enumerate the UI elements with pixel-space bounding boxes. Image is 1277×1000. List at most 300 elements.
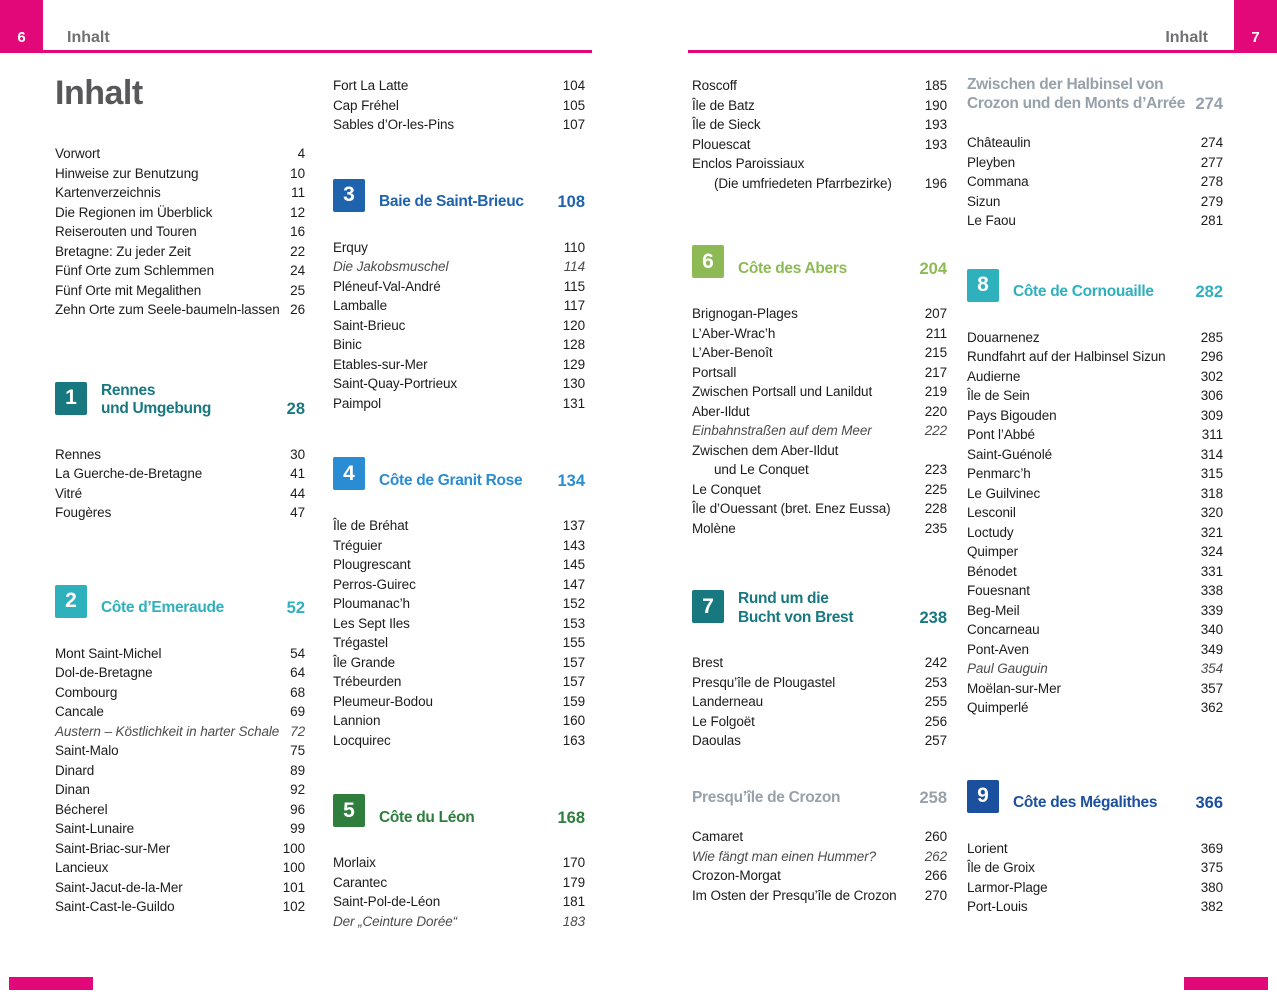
- toc-entry-page: 320: [1200, 505, 1223, 520]
- toc-list: [967, 133, 1223, 231]
- toc-entry-page: 262: [924, 848, 947, 864]
- toc-entry-page: 285: [1200, 329, 1223, 345]
- section-page: 108: [557, 193, 585, 211]
- toc-entry-label: Locquirec: [333, 732, 391, 748]
- toc-list: [333, 76, 585, 135]
- running-head-left: Inhalt: [67, 29, 110, 46]
- toc-entry: [692, 96, 947, 116]
- section-title-wrap: [1013, 780, 1223, 813]
- toc-entry: [333, 873, 585, 893]
- section-header: [333, 179, 585, 212]
- toc-entry: [55, 702, 305, 722]
- page-number-tab-right: [1234, 0, 1277, 53]
- toc-entry: [692, 441, 947, 461]
- toc-entry-page: 362: [1200, 700, 1223, 715]
- toc-entry-page: 217: [924, 364, 947, 380]
- toc-entry-page: 107: [562, 117, 585, 132]
- toc-entry-page: 193: [924, 117, 947, 132]
- toc-entry-label: Saint-Malo: [55, 743, 119, 758]
- toc-entry-label: Saint-Jacut-de-la-Mer: [55, 879, 183, 895]
- toc-entry: [55, 683, 305, 703]
- toc-entry-label: Saint-Brieuc: [333, 317, 406, 333]
- toc-entry: [692, 499, 947, 519]
- toc-entry: [967, 386, 1223, 406]
- toc-entry-label: Lorient: [967, 840, 1008, 856]
- toc-entry-label: Fort La Latte: [333, 78, 409, 93]
- toc-entry-label: Bretagne: Zu jeder Zeit: [55, 243, 191, 259]
- toc-entry-page: 68: [290, 684, 305, 700]
- toc-entry-page: 222: [924, 423, 947, 438]
- toc-entry-page: 100: [282, 840, 305, 856]
- toc-entry-page: 22: [290, 243, 305, 259]
- toc-entry: [333, 76, 585, 96]
- subsection-header: [692, 789, 947, 808]
- toc-entry-label: Sizun: [967, 193, 1001, 209]
- toc-entry-page: 340: [1200, 622, 1223, 637]
- toc-entry-page: 302: [1200, 368, 1223, 384]
- toc-entry-page: 16: [290, 224, 305, 239]
- section-header: [333, 457, 585, 490]
- toc-entry-page: 369: [1200, 840, 1223, 856]
- section-title: [379, 472, 522, 491]
- section-page: 258: [919, 788, 947, 807]
- toc-entry: [333, 296, 585, 316]
- toc-entry-page: 147: [562, 576, 585, 592]
- toc-entry-label: Cancale: [55, 704, 104, 719]
- section-title: [1013, 283, 1154, 302]
- toc-entry-page: 145: [562, 557, 585, 572]
- toc-entry-page: 115: [563, 278, 585, 294]
- toc-entry-label: Fouesnant: [967, 583, 1030, 598]
- toc-entry-page: 278: [1200, 174, 1223, 189]
- toc-entry-label: Pont-Aven: [967, 641, 1029, 657]
- toc-entry-label: Trébeurden: [333, 674, 402, 689]
- toc-entry: [967, 484, 1223, 504]
- section-page: 274: [1195, 94, 1223, 113]
- toc-entry-label: Cap Fréhel: [333, 97, 399, 113]
- toc-entry: [55, 722, 305, 742]
- toc-entry-label: Camaret: [692, 829, 744, 844]
- toc-entry-page: 72: [290, 723, 305, 739]
- toc-entry: [692, 460, 947, 480]
- toc-list: [55, 445, 305, 523]
- toc-column-4: [967, 76, 1223, 917]
- section-title: [101, 599, 224, 618]
- section-page: 238: [919, 608, 947, 627]
- toc-entry-page: 207: [924, 306, 947, 321]
- toc-entry-page: 257: [924, 733, 947, 748]
- section-title: [1013, 794, 1157, 813]
- toc-entry: [692, 421, 947, 441]
- toc-entry-label: Commana: [967, 174, 1029, 189]
- section-number-badge: 9: [967, 780, 999, 813]
- toc-entry: [55, 242, 305, 262]
- toc-entry: [55, 203, 305, 223]
- toc-entry: [692, 174, 947, 194]
- toc-entry-label: Penmarc’h: [967, 466, 1031, 481]
- page-number-right: 7: [1251, 29, 1260, 46]
- toc-entry: [967, 192, 1223, 212]
- toc-entry: [967, 133, 1223, 153]
- toc-entry-label: Saint-Guénolé: [967, 446, 1053, 462]
- toc-entry-page: 160: [562, 713, 585, 728]
- toc-entry-page: 279: [1200, 193, 1223, 209]
- toc-entry-label: Les Sept Iles: [333, 615, 410, 631]
- toc-entry-label: Saint-Quay-Portrieux: [333, 376, 458, 391]
- toc-entry-label: Larmor-Plage: [967, 879, 1048, 895]
- toc-list: [692, 76, 947, 193]
- toc-list: [333, 238, 585, 414]
- toc-entry-label: Saint-Cast-le-Guildo: [55, 899, 175, 914]
- toc-entry-page: 220: [924, 403, 947, 419]
- section-page: 204: [919, 259, 947, 278]
- toc-entry-page: 349: [1200, 641, 1223, 657]
- toc-entry-label: Aber-Ildut: [692, 403, 750, 419]
- section-title-line: Côte du Léon: [379, 808, 475, 826]
- toc-entry-page: 314: [1200, 446, 1223, 462]
- section-title-wrap: [967, 76, 1223, 113]
- toc-entry: [55, 484, 305, 504]
- toc-entry-page: 89: [290, 762, 305, 778]
- toc-entry-label: Zehn Orte zum Seele-baumeln-lassen: [55, 302, 280, 317]
- toc-entry-label: Carantec: [333, 874, 387, 890]
- section-title-wrap: [738, 590, 947, 627]
- section-number-badge: 7: [692, 590, 724, 623]
- toc-entry-label: Lancieux: [55, 860, 109, 875]
- toc-entry-page: 354: [1200, 661, 1223, 676]
- section-title-line: Rennes: [101, 381, 156, 399]
- toc-entry-page: 104: [562, 78, 585, 93]
- toc-entry: [967, 601, 1223, 621]
- toc-entry-page: 225: [924, 481, 947, 497]
- toc-list: [692, 304, 947, 538]
- toc-entry: [333, 892, 585, 912]
- page-number-left: 6: [17, 29, 26, 46]
- toc-entry: [333, 912, 585, 932]
- toc-entry: [967, 640, 1223, 660]
- section-page: 282: [1195, 283, 1223, 301]
- toc-entry-page: 102: [282, 899, 305, 914]
- toc-entry-page: 129: [562, 356, 585, 372]
- toc-entry-label: Châteaulin: [967, 135, 1031, 150]
- section-header: [55, 585, 305, 618]
- toc-entry-page: 190: [924, 97, 947, 113]
- toc-entry-label: Tréguier: [333, 537, 382, 553]
- toc-entry: [692, 324, 947, 344]
- toc-entry-label: Einbahnstraßen auf dem Meer: [692, 423, 872, 438]
- section-title-wrap: [101, 585, 305, 618]
- section-title-line: Côte d’Emeraude: [101, 599, 224, 616]
- toc-entry-page: 157: [562, 674, 585, 689]
- toc-entry-page: 117: [563, 298, 585, 313]
- footer-bar-left: [9, 977, 93, 990]
- toc-entry: [55, 897, 305, 917]
- toc-entry-label: Pont l’Abbé: [967, 427, 1035, 442]
- toc-entry: [55, 164, 305, 184]
- toc-list: [55, 644, 305, 917]
- toc-entry-page: 296: [1200, 349, 1223, 364]
- toc-entry: [333, 853, 585, 873]
- toc-entry-page: 255: [924, 694, 947, 709]
- section-title: [738, 260, 847, 279]
- toc-entry: [692, 363, 947, 383]
- toc-entry: [967, 211, 1223, 231]
- section-page: 168: [557, 808, 585, 827]
- toc-entry-page: 100: [282, 860, 305, 875]
- toc-entry-page: 143: [562, 537, 585, 553]
- toc-entry: [967, 562, 1223, 582]
- section-title: [101, 382, 211, 419]
- toc-entry: [333, 277, 585, 297]
- toc-entry: [967, 698, 1223, 718]
- toc-entry: [692, 731, 947, 751]
- toc-entry: [692, 480, 947, 500]
- toc-entry-page: 256: [924, 713, 947, 729]
- toc-entry-page: 338: [1200, 583, 1223, 598]
- toc-entry-page: 315: [1200, 466, 1223, 481]
- toc-entry-page: 131: [562, 395, 585, 411]
- toc-entry: [55, 300, 305, 320]
- toc-entry: [692, 653, 947, 673]
- toc-entry-label: Quimper: [967, 544, 1019, 559]
- toc-entry-page: 183: [562, 913, 585, 929]
- page-main-title: Inhalt: [55, 74, 143, 112]
- toc-column-3: [692, 76, 947, 905]
- toc-entry-label: Plouescat: [692, 136, 751, 152]
- toc-entry-label: Presqu’île de Plougastel: [692, 674, 836, 690]
- toc-entry-page: 266: [924, 868, 947, 883]
- toc-entry-page: 253: [924, 674, 947, 690]
- toc-entry-page: 375: [1200, 860, 1223, 875]
- toc-entry: [333, 711, 585, 731]
- section-page: 52: [286, 599, 305, 617]
- section-number-badge: 5: [333, 794, 365, 827]
- section-title-line: Presqu’île de Crozon: [692, 788, 841, 806]
- toc-column-1: [55, 74, 305, 917]
- toc-entry: [333, 238, 585, 258]
- toc-entry-label: Molène: [692, 520, 736, 536]
- toc-entry: [967, 620, 1223, 640]
- section-title-line: Rund um die: [738, 590, 829, 607]
- toc-entry: [333, 257, 585, 277]
- toc-entry-page: 155: [562, 635, 585, 650]
- section-page: 28: [286, 400, 305, 418]
- toc-entry-page: 318: [1200, 485, 1223, 501]
- running-head-right: Inhalt: [1165, 29, 1208, 46]
- toc-entry: [967, 347, 1223, 367]
- toc-entry: [967, 542, 1223, 562]
- subsection-header: [967, 76, 1223, 113]
- toc-entry-label: Dinard: [55, 762, 95, 778]
- toc-entry: [55, 839, 305, 859]
- toc-entry: [333, 316, 585, 336]
- toc-column-2: [333, 76, 585, 931]
- toc-entry-label: Beg-Meil: [967, 602, 1020, 618]
- toc-entry: [967, 581, 1223, 601]
- toc-entry-label: Hinweise zur Benutzung: [55, 165, 199, 181]
- toc-entry: [333, 555, 585, 575]
- section-title-line: Côte de Granit Rose: [379, 471, 523, 489]
- toc-entry-label: Loctudy: [967, 524, 1014, 540]
- toc-entry: [967, 464, 1223, 484]
- toc-entry-page: 235: [924, 520, 947, 536]
- toc-entry-label: Brignogan-Plages: [692, 306, 798, 321]
- toc-entry: [55, 281, 305, 301]
- toc-entry-page: 26: [290, 302, 305, 317]
- toc-entry-label: und Le Conquet: [714, 462, 809, 477]
- toc-entry: [333, 594, 585, 614]
- toc-entry: [967, 328, 1223, 348]
- toc-entry-page: 10: [290, 165, 305, 181]
- toc-entry-label: Saint-Pol-de-Léon: [333, 894, 441, 909]
- toc-entry-label: Reiserouten und Touren: [55, 224, 197, 239]
- section-title-line: Crozon und den Monts d’Arrée: [967, 94, 1186, 112]
- section-number-badge: 2: [55, 585, 87, 618]
- toc-entry: [967, 897, 1223, 917]
- toc-entry-page: 170: [562, 855, 585, 870]
- toc-entry-page: 211: [925, 325, 947, 341]
- toc-entry-label: Le Guilvinec: [967, 485, 1041, 501]
- toc-entry: [55, 780, 305, 800]
- toc-entry-label: Île Grande: [333, 654, 396, 670]
- toc-entry-label: Portsall: [692, 364, 737, 380]
- toc-entry-page: 25: [290, 282, 305, 298]
- toc-entry-page: 75: [290, 743, 305, 758]
- toc-list: [967, 328, 1223, 718]
- toc-entry: [967, 503, 1223, 523]
- toc-entry-page: 223: [924, 462, 947, 477]
- toc-entry-page: 64: [290, 665, 305, 680]
- toc-entry-label: Die Regionen im Überblick: [55, 204, 213, 220]
- section-title-wrap: [1013, 269, 1223, 302]
- toc-entry-label: Lamballe: [333, 298, 387, 313]
- toc-entry-label: Binic: [333, 337, 362, 352]
- toc-entry-label: Kartenverzeichnis: [55, 185, 161, 200]
- toc-entry-page: 215: [924, 345, 947, 360]
- section-number-badge: 6: [692, 245, 724, 278]
- toc-entry-label: Rennes: [55, 446, 101, 462]
- toc-entry: [333, 633, 585, 653]
- toc-entry: [333, 96, 585, 116]
- section-title-line: Baie de Saint-Brieuc: [379, 193, 524, 210]
- toc-entry-page: 309: [1200, 407, 1223, 423]
- toc-entry-label: Combourg: [55, 684, 118, 700]
- toc-entry-label: Landerneau: [692, 694, 764, 709]
- toc-entry: [333, 692, 585, 712]
- toc-entry: [967, 679, 1223, 699]
- toc-entry-page: 159: [562, 693, 585, 709]
- toc-entry-page: 382: [1200, 899, 1223, 914]
- section-title-line: Bucht von Brest: [738, 608, 854, 626]
- toc-list: [967, 839, 1223, 917]
- footer-bar-right: [1184, 977, 1268, 990]
- section-number-badge: 8: [967, 269, 999, 302]
- toc-entry: [55, 858, 305, 878]
- section-title-line: Zwischen der Halbinsel von: [967, 76, 1164, 93]
- toc-entry-label: Quimperlé: [967, 700, 1029, 715]
- toc-entry: [55, 183, 305, 203]
- toc-entry-label: Le Conquet: [692, 481, 761, 497]
- toc-entry-label: Crozon-Morgat: [692, 868, 781, 883]
- toc-entry-page: 181: [562, 894, 585, 909]
- toc-entry-page: 185: [924, 78, 947, 93]
- toc-entry-page: 101: [282, 879, 305, 895]
- toc-entry: [333, 731, 585, 751]
- toc-list: [692, 827, 947, 905]
- toc-entry: [55, 644, 305, 664]
- toc-entry-label: Zwischen Portsall und Lanildut: [692, 384, 873, 399]
- toc-entry-page: 153: [562, 615, 585, 631]
- section-page: 134: [557, 471, 585, 490]
- toc-entry: [55, 222, 305, 242]
- toc-entry-page: 306: [1200, 388, 1223, 403]
- toc-entry-page: 331: [1200, 563, 1223, 579]
- page-number-tab-left: [0, 0, 43, 53]
- toc-entry-label: Port-Louis: [967, 899, 1028, 914]
- toc-entry: [55, 663, 305, 683]
- toc-entry-page: 321: [1200, 524, 1223, 540]
- toc-entry: [55, 464, 305, 484]
- header-rule-right: [688, 50, 1234, 53]
- toc-entry-page: 47: [290, 505, 305, 520]
- section-title: [738, 590, 853, 627]
- toc-entry-label: Brest: [692, 655, 724, 670]
- toc-list: [55, 144, 305, 320]
- toc-entry: [692, 886, 947, 906]
- section-title: [379, 193, 524, 212]
- toc-entry-page: 128: [562, 337, 585, 352]
- toc-entry-label: Fünf Orte mit Megalithen: [55, 282, 202, 298]
- toc-entry: [967, 858, 1223, 878]
- section-page: 366: [1195, 794, 1223, 812]
- toc-entry-page: 324: [1200, 544, 1223, 559]
- toc-entry-label: Concarneau: [967, 622, 1040, 637]
- toc-entry-label: Douarnenez: [967, 329, 1040, 345]
- toc-entry-label: Bénodet: [967, 563, 1017, 579]
- section-title: [379, 809, 474, 828]
- toc-entry-page: 96: [290, 801, 305, 817]
- toc-entry-label: Saint-Lunaire: [55, 821, 135, 836]
- toc-entry: [333, 115, 585, 135]
- toc-entry-page: 157: [562, 654, 585, 670]
- toc-entry-label: Im Osten der Presqu’île de Crozon: [692, 887, 897, 903]
- toc-entry-page: 44: [290, 485, 305, 501]
- toc-entry: [333, 672, 585, 692]
- section-title-wrap: [692, 789, 947, 808]
- toc-entry-label: Vitré: [55, 485, 83, 501]
- toc-entry: [967, 425, 1223, 445]
- toc-entry: [55, 761, 305, 781]
- toc-entry: [333, 355, 585, 375]
- toc-entry: [692, 847, 947, 867]
- header-rule-left: [42, 50, 592, 53]
- toc-entry-page: 270: [924, 887, 947, 903]
- toc-entry: [55, 819, 305, 839]
- toc-entry-label: Plougrescant: [333, 557, 411, 572]
- toc-entry: [692, 135, 947, 155]
- toc-entry-label: Ploumanac’h: [333, 596, 410, 611]
- toc-entry-label: Pleumeur-Bodou: [333, 693, 433, 709]
- section-header: [692, 590, 947, 627]
- toc-entry: [55, 445, 305, 465]
- toc-entry: [333, 335, 585, 355]
- section-title-line: Côte des Abers: [738, 259, 847, 277]
- toc-entry: [967, 659, 1223, 679]
- toc-entry: [55, 741, 305, 761]
- toc-entry-page: 110: [563, 239, 585, 255]
- section-number-badge: 1: [55, 382, 87, 415]
- section-title: [967, 76, 1185, 113]
